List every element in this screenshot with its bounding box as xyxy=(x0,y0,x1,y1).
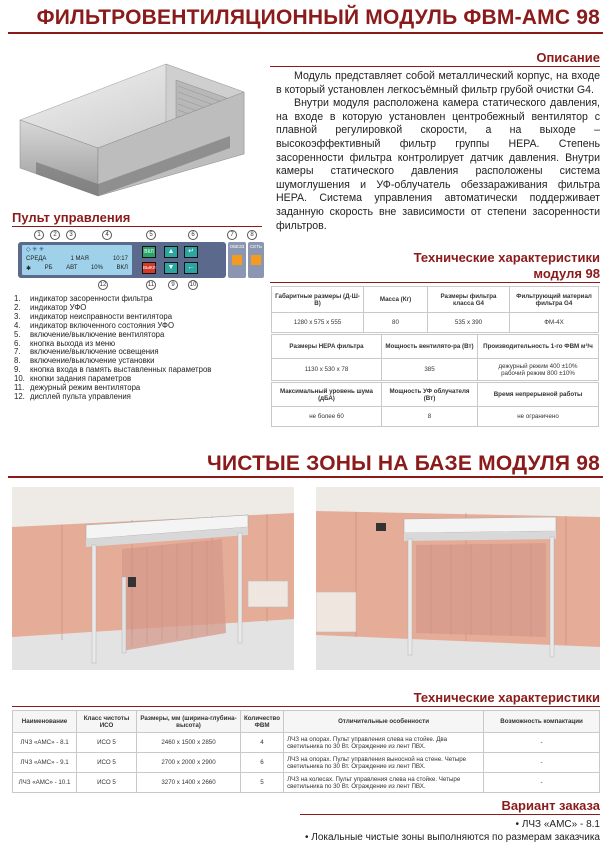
list-item: 3. индикатор неисправности вентилятора xyxy=(14,311,173,321)
module-image xyxy=(16,50,248,200)
order-heading: Вариант заказа xyxy=(501,798,600,813)
callout-6: 6 xyxy=(188,230,198,240)
page-title: ФИЛЬТРОВЕНТИЛЯЦИОННЫЙ МОДУЛЬ ФВМ-АМС 98 xyxy=(36,6,600,29)
description-divider xyxy=(270,66,600,67)
table-cell: 2460 х 1500 х 2850 xyxy=(137,733,241,753)
list-item: 7. включение/выключение освещения xyxy=(14,347,159,357)
control-panel-heading: Пульт управления xyxy=(12,210,131,225)
table-header: Количество ФВМ xyxy=(241,711,284,733)
table-cell: ЛЧЗ на опорах. Пульт управления выносной на стене. Четыре светильника по 30 Вт. Ограждение из лент ПВХ. xyxy=(284,753,484,773)
table-row xyxy=(13,733,600,753)
bullet-icon: • xyxy=(304,832,312,843)
table-header: Габаритные размеры (Д-Ш-В) xyxy=(272,287,364,313)
bullet-icon: • xyxy=(515,819,522,830)
lcd-mode-avt: АВТ xyxy=(66,265,78,271)
list-item: 2. индикатор УФО xyxy=(14,302,87,312)
table-cell: ИСО 5 xyxy=(77,753,137,773)
set-panel xyxy=(248,242,264,278)
table-header: Размеры HEPA фильтра xyxy=(272,335,382,359)
description-heading: Описание xyxy=(536,50,600,65)
clean-zone-photo-2 xyxy=(316,487,600,670)
power-toggle-button[interactable] xyxy=(251,255,261,265)
order-list xyxy=(230,818,600,844)
table-header: Класс чистоты ИСО xyxy=(77,711,137,733)
table-cell: не ограничено xyxy=(478,407,599,427)
table-cell: - xyxy=(484,773,600,793)
list-item: 10. кнопки задания параметров xyxy=(14,374,132,384)
table-header: Размеры, мм (ширина-глубина-высота) xyxy=(137,711,241,733)
module-specs-table-3 xyxy=(271,382,599,427)
module-specs-table-2 xyxy=(271,334,599,381)
list-item: 11. дежурный режим вентилятора xyxy=(14,383,141,393)
table-cell: ЛЧЗ «АМС» - 10.1 xyxy=(13,773,77,793)
table-cell: ЛЧЗ «АМС» - 9.1 xyxy=(13,753,77,773)
fan-off-button[interactable]: ВЫКЛ xyxy=(142,262,156,274)
callout-9: 9 xyxy=(168,280,178,290)
clean-zones-specs-heading: Технические характеристики xyxy=(413,690,600,705)
table-cell: - xyxy=(484,753,600,773)
arrow-down-button[interactable]: ▼ xyxy=(164,262,178,274)
list-item: 12. дисплей пульта управления xyxy=(14,391,131,401)
callout-2: 2 xyxy=(50,230,60,240)
table-cell: ЛЧЗ «АМС» - 8.1 xyxy=(13,733,77,753)
list-item: • Локальные чистые зоны выполняются по размерам заказчика xyxy=(304,832,600,843)
table-cell: не более 60 xyxy=(272,407,382,427)
table-row xyxy=(13,753,600,773)
callout-4: 4 xyxy=(102,230,112,240)
table-cell: ИСО 5 xyxy=(77,733,137,753)
callout-7: 7 xyxy=(227,230,237,240)
table-cell: ИСО 5 xyxy=(77,773,137,793)
control-panel-legend xyxy=(14,295,264,402)
control-panel-display xyxy=(22,245,132,275)
description-para-1: Модуль представляет собой металлический корпус, на входе в который установлен легкосъёмный фильтр грубой очистки G4. xyxy=(276,70,600,96)
table-header: Мощность вентилято-ра (Вт) xyxy=(382,335,478,359)
module-specs-divider xyxy=(270,282,600,283)
light-toggle-button[interactable] xyxy=(232,255,242,265)
module-specs-heading-2: модуля 98 xyxy=(533,266,600,281)
clean-zone-photo-1 xyxy=(12,487,294,670)
table-header: Наименование xyxy=(13,711,77,733)
title-bar xyxy=(0,0,611,34)
table-cell: ЛЧЗ на опорах. Пульт управления слева на стойке. Два светильника по 30 Вт. Ограждение из лент ПВХ. xyxy=(284,733,484,753)
table-header: Время непрерывной работы xyxy=(478,383,599,407)
list-item: 8. включение/выключение установки xyxy=(14,356,155,366)
lcd-percent: 10% xyxy=(90,265,103,271)
obesz-label: ОБЕЗЗ xyxy=(229,244,245,249)
table-cell: 4 xyxy=(241,733,284,753)
callout-10: 10 xyxy=(189,282,197,288)
lcd-time: 10:17 xyxy=(112,256,128,262)
memory-enter-button[interactable]: ← xyxy=(184,262,198,274)
description-para-2: Внутри модуля расположена камера статического давления, на входе в которую установлен центробежный вентилятор с плавной регулировкой скорости, а на выходе – высокоэффективный фильтр группы HEPA. Степень засоренности фильтра контролирует датчик давления. Внутри камеры статического давления расположены система шумоглушения и УФ-облучатель обеззараживания фильтра HEPA. Система управления автоматически поддерживает заданную скорость вне зависимости от степени засоренности фильтров. xyxy=(276,97,600,232)
table-header: Фильтрующий материал фильтра G4 xyxy=(510,287,599,313)
duty-mode-value: дежурный режим 400 ±10% xyxy=(498,362,578,370)
table-cell: 2700 х 2000 х 2900 xyxy=(137,753,241,773)
table-cell: 1280 х 575 х 555 xyxy=(272,313,364,333)
table-cell: 80 xyxy=(364,313,428,333)
list-item: • ЛЧЗ «АМС» - 8.1 xyxy=(515,819,600,830)
table-cell: 6 xyxy=(241,753,284,773)
table-cell: - xyxy=(484,733,600,753)
table-cell: 385 xyxy=(382,359,478,381)
lcd-date: 1 МАЯ xyxy=(70,256,89,262)
control-panel xyxy=(12,230,264,290)
fan-on-button[interactable]: ВКЛ xyxy=(142,246,156,258)
table-row xyxy=(13,773,600,793)
lcd-day: СРЕДА xyxy=(26,256,47,262)
table-cell: 535 х 390 xyxy=(428,313,510,333)
table-cell: ФМ-4Х xyxy=(510,313,599,333)
lcd-state: ВКЛ xyxy=(116,265,128,271)
obesz-panel xyxy=(228,242,246,278)
callout-3: 3 xyxy=(66,230,76,240)
callout-11: 11 xyxy=(147,282,155,288)
control-panel-body xyxy=(18,242,226,278)
lcd-uv-indicator: ◇ ✳ ✳ xyxy=(26,247,45,253)
callout-8: 8 xyxy=(247,230,257,240)
table-cell: 3270 х 1400 х 2660 xyxy=(137,773,241,793)
work-mode-value: рабочий режим 800 ±10% xyxy=(501,369,575,377)
table-cell xyxy=(478,359,599,381)
module-specs-heading-1: Технические характеристики xyxy=(413,250,600,265)
list-item: 6. кнопка выхода из меню xyxy=(14,338,116,348)
list-item: 5. включение/выключение вентилятора xyxy=(14,329,165,339)
fan-icon: ✱ xyxy=(26,266,32,272)
table-cell: 5 xyxy=(241,773,284,793)
callout-5: 5 xyxy=(146,230,156,240)
order-divider xyxy=(300,814,600,815)
table-header: Возможность компактации xyxy=(484,711,600,733)
clean-zones-specs-divider xyxy=(12,706,600,707)
module-specs-table-1 xyxy=(271,286,599,333)
table-header: Размеры фильтра класса G4 xyxy=(428,287,510,313)
table-cell: ЛЧЗ на колесах. Пульт управления слева на стойке. Четыре светильника по 30 Вт. Ограждение из лент ПВХ. xyxy=(284,773,484,793)
table-header: Производительность 1-го ФВМ м³/ч xyxy=(478,335,599,359)
lcd-mode-rb: РБ xyxy=(44,265,53,271)
list-item: 4. индикатор включенного состояния УФО xyxy=(14,320,175,330)
table-header: Отличительные особенности xyxy=(284,711,484,733)
set-label: СЕТЬ xyxy=(250,244,262,249)
description-text xyxy=(276,70,600,233)
exit-menu-button[interactable]: ↵ xyxy=(184,246,198,258)
title-underline xyxy=(8,32,603,34)
table-cell: 1130 х 530 х 78 xyxy=(272,359,382,381)
clean-zones-title: ЧИСТЫЕ ЗОНЫ НА БАЗЕ МОДУЛЯ 98 xyxy=(207,452,600,475)
clean-zones-table xyxy=(12,710,600,793)
callout-12: 12 xyxy=(99,282,107,288)
control-panel-divider xyxy=(12,226,262,227)
list-item: 9. кнопка входа в память выставленных параметров xyxy=(14,365,212,375)
table-header: Масса (Кг) xyxy=(364,287,428,313)
table-header: Мощность УФ облучателя (Вт) xyxy=(382,383,478,407)
callout-1: 1 xyxy=(34,230,44,240)
arrow-up-button[interactable]: ▲ xyxy=(164,246,178,258)
table-header: Максимальный уровень шума (дБА) xyxy=(272,383,382,407)
table-cell: 8 xyxy=(382,407,478,427)
list-item: 1. индикатор засоренности фильтра xyxy=(14,294,153,303)
clean-zones-underline xyxy=(8,476,603,478)
